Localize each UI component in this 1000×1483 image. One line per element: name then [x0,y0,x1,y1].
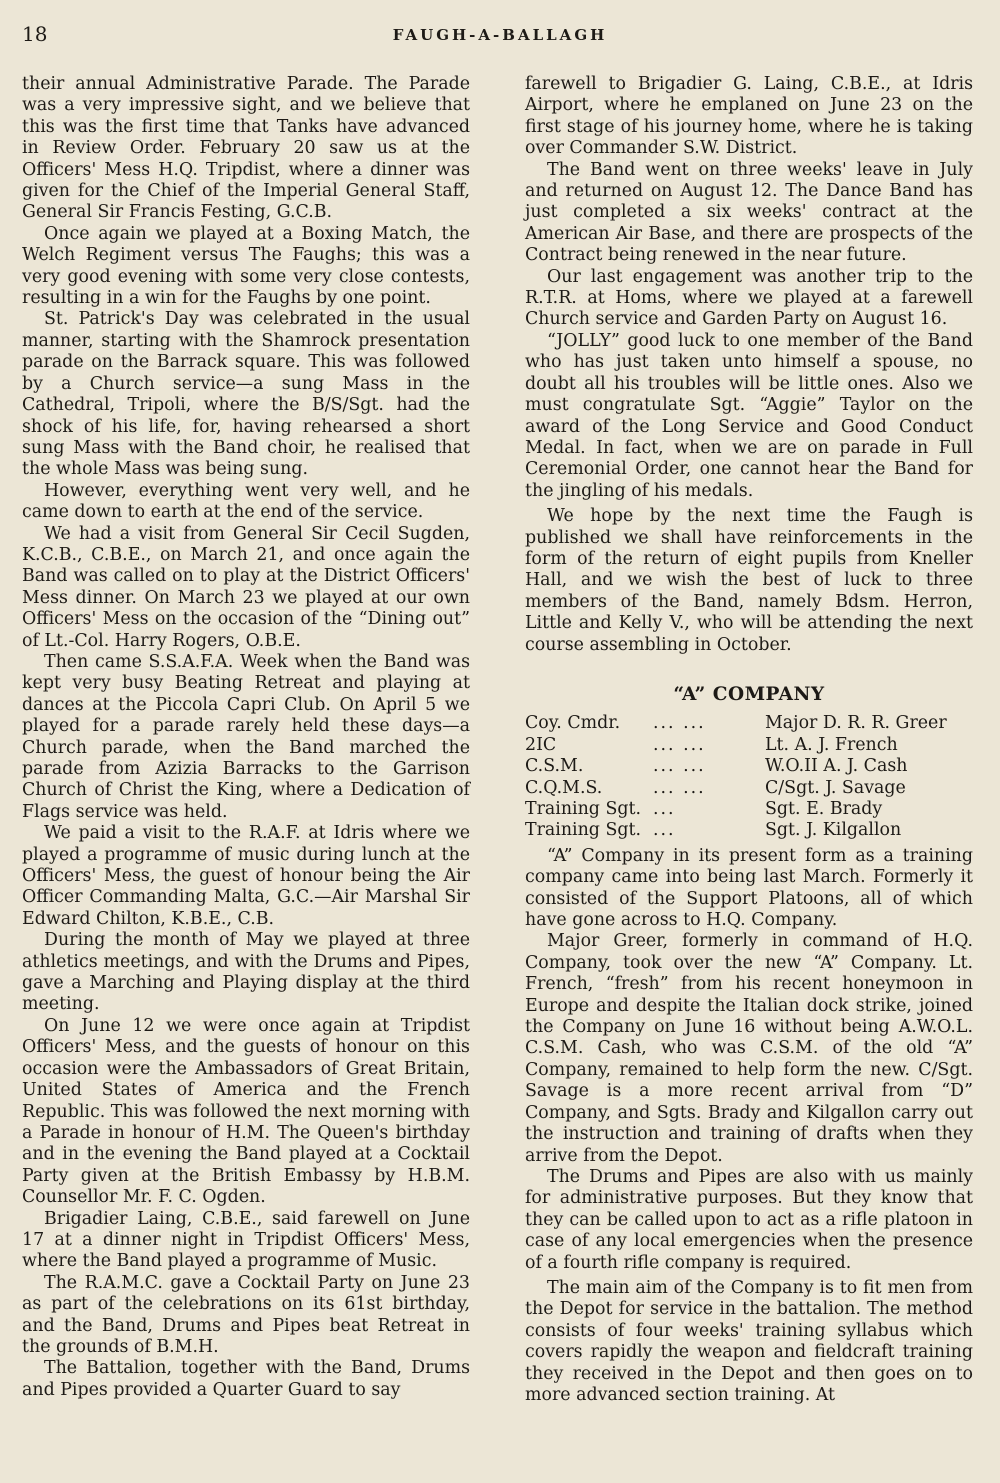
roster-row [525,713,973,734]
company-notes [525,846,973,1407]
roster-name: Sgt. J. Kilgallon [765,820,902,841]
article-paragraph: We paid a visit to the R.A.F. at Idris where we played a programme of music during lunch at the Officers' Mess, the guest of honour being the Air Officer Commanding Malta, G.C.—Air Marshal Sir Edward Chilton, K.B.E., C.B. [22,823,470,929]
article-paragraph: On June 12 we were once again at Tripdist Officers' Mess, and the guests of honour on this occasion were the Ambassadors of Great Britain, United States of America and the French Republic. This was followed the next morning with a Parade in honour of H.M. The Queen's birthday and in the evening the Band played at a Cocktail Party given at the British Embassy by H.B.M. Counsellor Mr. F. C. Ogden. [22,1015,470,1208]
roster-row [525,756,973,777]
article-paragraph: The Drums and Pipes are also with us mainly for administrative purposes. But they know that they can be called upon to act as a rifle platoon in case of any local emergencies when the presence of a fourth rifle company is required. [525,1166,973,1273]
roster-row [525,799,973,820]
roster-role: C.Q.M.S. [525,777,603,798]
article-paragraph: St. Patrick's Day was celebrated in the usual manner, starting with the Shamrock presentation parade on the Barrack square. This was followed by a Church service—a sung Mass in the Cathedral, Tripoli, where the B/S/Sgt. had the shock of his life, for, having rehearsed a short sung Mass with the Band choir, he realised that the whole Mass was being sung. [22,309,470,480]
roster-dots: ... ... [653,756,706,777]
roster-name: C/Sgt. J. Savage [765,777,906,798]
article-paragraph: The Band went on three weeks' leave in July and returned on August 12. The Dance Band has just completed a six weeks' contract at the American Air Base, and there are prospects of the Contract being renewed in the near future. [525,159,973,266]
left-column [22,74,470,1401]
roster-role: C.S.M. [525,756,584,777]
roster-row [525,735,973,756]
roster-dots: ... ... [653,777,706,798]
article-paragraph: “JOLLY” good luck to one member of the Band who has just taken unto himself a spouse, no doubt all his troubles will be little ones. Also we must congratulate Sgt. “Aggie” Taylor on the award of the Long Service and Good Conduct Medal. In fact, when we are on parade in Full Ceremonial Order, one cannot hear the Band for the jingling of his medals. [525,330,973,501]
page-number: 18 [22,22,48,46]
article-paragraph: The Battalion, together with the Band, Drums and Pipes provided a Quarter Guard to say [22,1358,470,1400]
article-paragraph: However, everything went very well, and he came down to earth at the end of the service. [22,480,470,523]
roster-dots: ... [653,799,676,819]
roster-dots: ... ... [653,713,706,734]
roster-role: Training Sgt. [525,820,642,841]
article-paragraph: Major Greer, formerly in command of H.Q. Company, took over the new “A” Company. Lt. French, “fresh” from his recent honeymoon in Europe and despite the Italian dock strike, joined the Company on June 16 without being A.W.O.L. C.S.M. Cash, who was C.S.M. of the old “A” Company, remained to help form the new. C/Sgt. Savage is a more recent arrival from “D” Company, and Sgts. Brady and Kilgallon carry out the instruction and training of drafts when they arrive from the Depot. [525,931,973,1166]
roster-role: Coy. Cmdr. [525,713,621,734]
running-title: FAUGH-A-BALLAGH [392,26,608,44]
article-paragraph: During the month of May we played at three athletics meetings, and with the Drums and Pipes, gave a Marching and Playing display at the third meeting. [22,930,470,1015]
roster-dots: ... [653,820,676,841]
roster-role: 2IC [525,734,557,755]
right-column [525,74,973,1406]
roster-name: W.O.II A. J. Cash [765,756,908,777]
article-paragraph: Then came S.S.A.F.A. Week when the Band was kept very busy Beating Retreat and playing at dances at the Piccola Capri Club. On April 5 we played for a parade rarely held these days—a Church parade, when the Band marched the parade from Azizia Barracks to the Garrison Church of Christ the King, where a Dedication of Flags service was held. [22,651,470,822]
band-notes-continued [525,74,973,656]
article-paragraph: Our last engagement was another trip to the R.T.R. at Homs, where we played at a farewell Church service and Garden Party on August 16. [525,266,973,330]
article-paragraph: Once again we played at a Boxing Match, the Welch Regiment versus The Faughs; this was a very good evening with some very close contests, resulting in a win for the Faughs by one point. [22,223,470,309]
section-heading: “A” COMPANY [673,683,825,705]
article-paragraph: The main aim of the Company is to fit men from the Depot for service in the battalion. The method consists of four weeks' training syllabus which covers rapidly the weapon and fieldcraft training they received in the Depot and then goes on to more advanced section training. At [525,1277,973,1405]
roster-row [525,820,973,841]
article-paragraph: We hope by the next time the Faugh is published we shall have reinforcements in the form of the return of eight pupils from Kneller Hall, and we wish the best of luck to three members of the Band, namely Bdsm. Herron, Little and Kelly V., who will be attending the next course assembling in October. [525,506,973,655]
roster-role: Training Sgt. [525,799,642,819]
roster-name: Lt. A. J. French [765,734,898,755]
roster-name: Major D. R. R. Greer [765,713,947,734]
article-paragraph: Brigadier Laing, C.B.E., said farewell on June 17 at a dinner night in Tripdist Officers' Mess, where the Band played a programme of Music. [22,1208,470,1272]
article-paragraph: “A” Company in its present form as a training company came into being last March. Formerly it consisted of the Support Platoons, all of which have gone across to H.Q. Company. [525,845,973,931]
roster-dots: ... ... [653,734,706,755]
article-paragraph: The R.A.M.C. gave a Cocktail Party on June 23 as part of the celebrations on its 61st birthday, and the Band, Drums and Pipes beat Retreat in the grounds of B.M.H. [22,1272,470,1357]
roster-row [525,778,973,799]
company-roster [525,713,973,841]
roster-name: Sgt. E. Brady [765,799,883,819]
article-paragraph: We had a visit from General Sir Cecil Sugden, K.C.B., C.B.E., on March 21, and once again the Band was called on to play at the District Officers' Mess dinner. On March 23 we played at our own Officers' Mess on the occasion of the “Dining out” of Lt.-Col. Harry Rogers, O.B.E. [22,523,470,651]
article-paragraph: farewell to Brigadier G. Laing, C.B.E., at Idris Airport, where he emplaned on June 23 on the first stage of his journey home, where he is taking over Commander S.W. District. [525,74,973,159]
article-paragraph: their annual Administrative Parade. The Parade was a very impressive sight, and we believe that this was the first time that Tanks have advanced in Review Order. February 20 saw us at the Officers' Mess H.Q. Tripdist, where a dinner was given for the Chief of the Imperial General Staff, General Sir Francis Festing, G.C.B. [22,74,470,223]
